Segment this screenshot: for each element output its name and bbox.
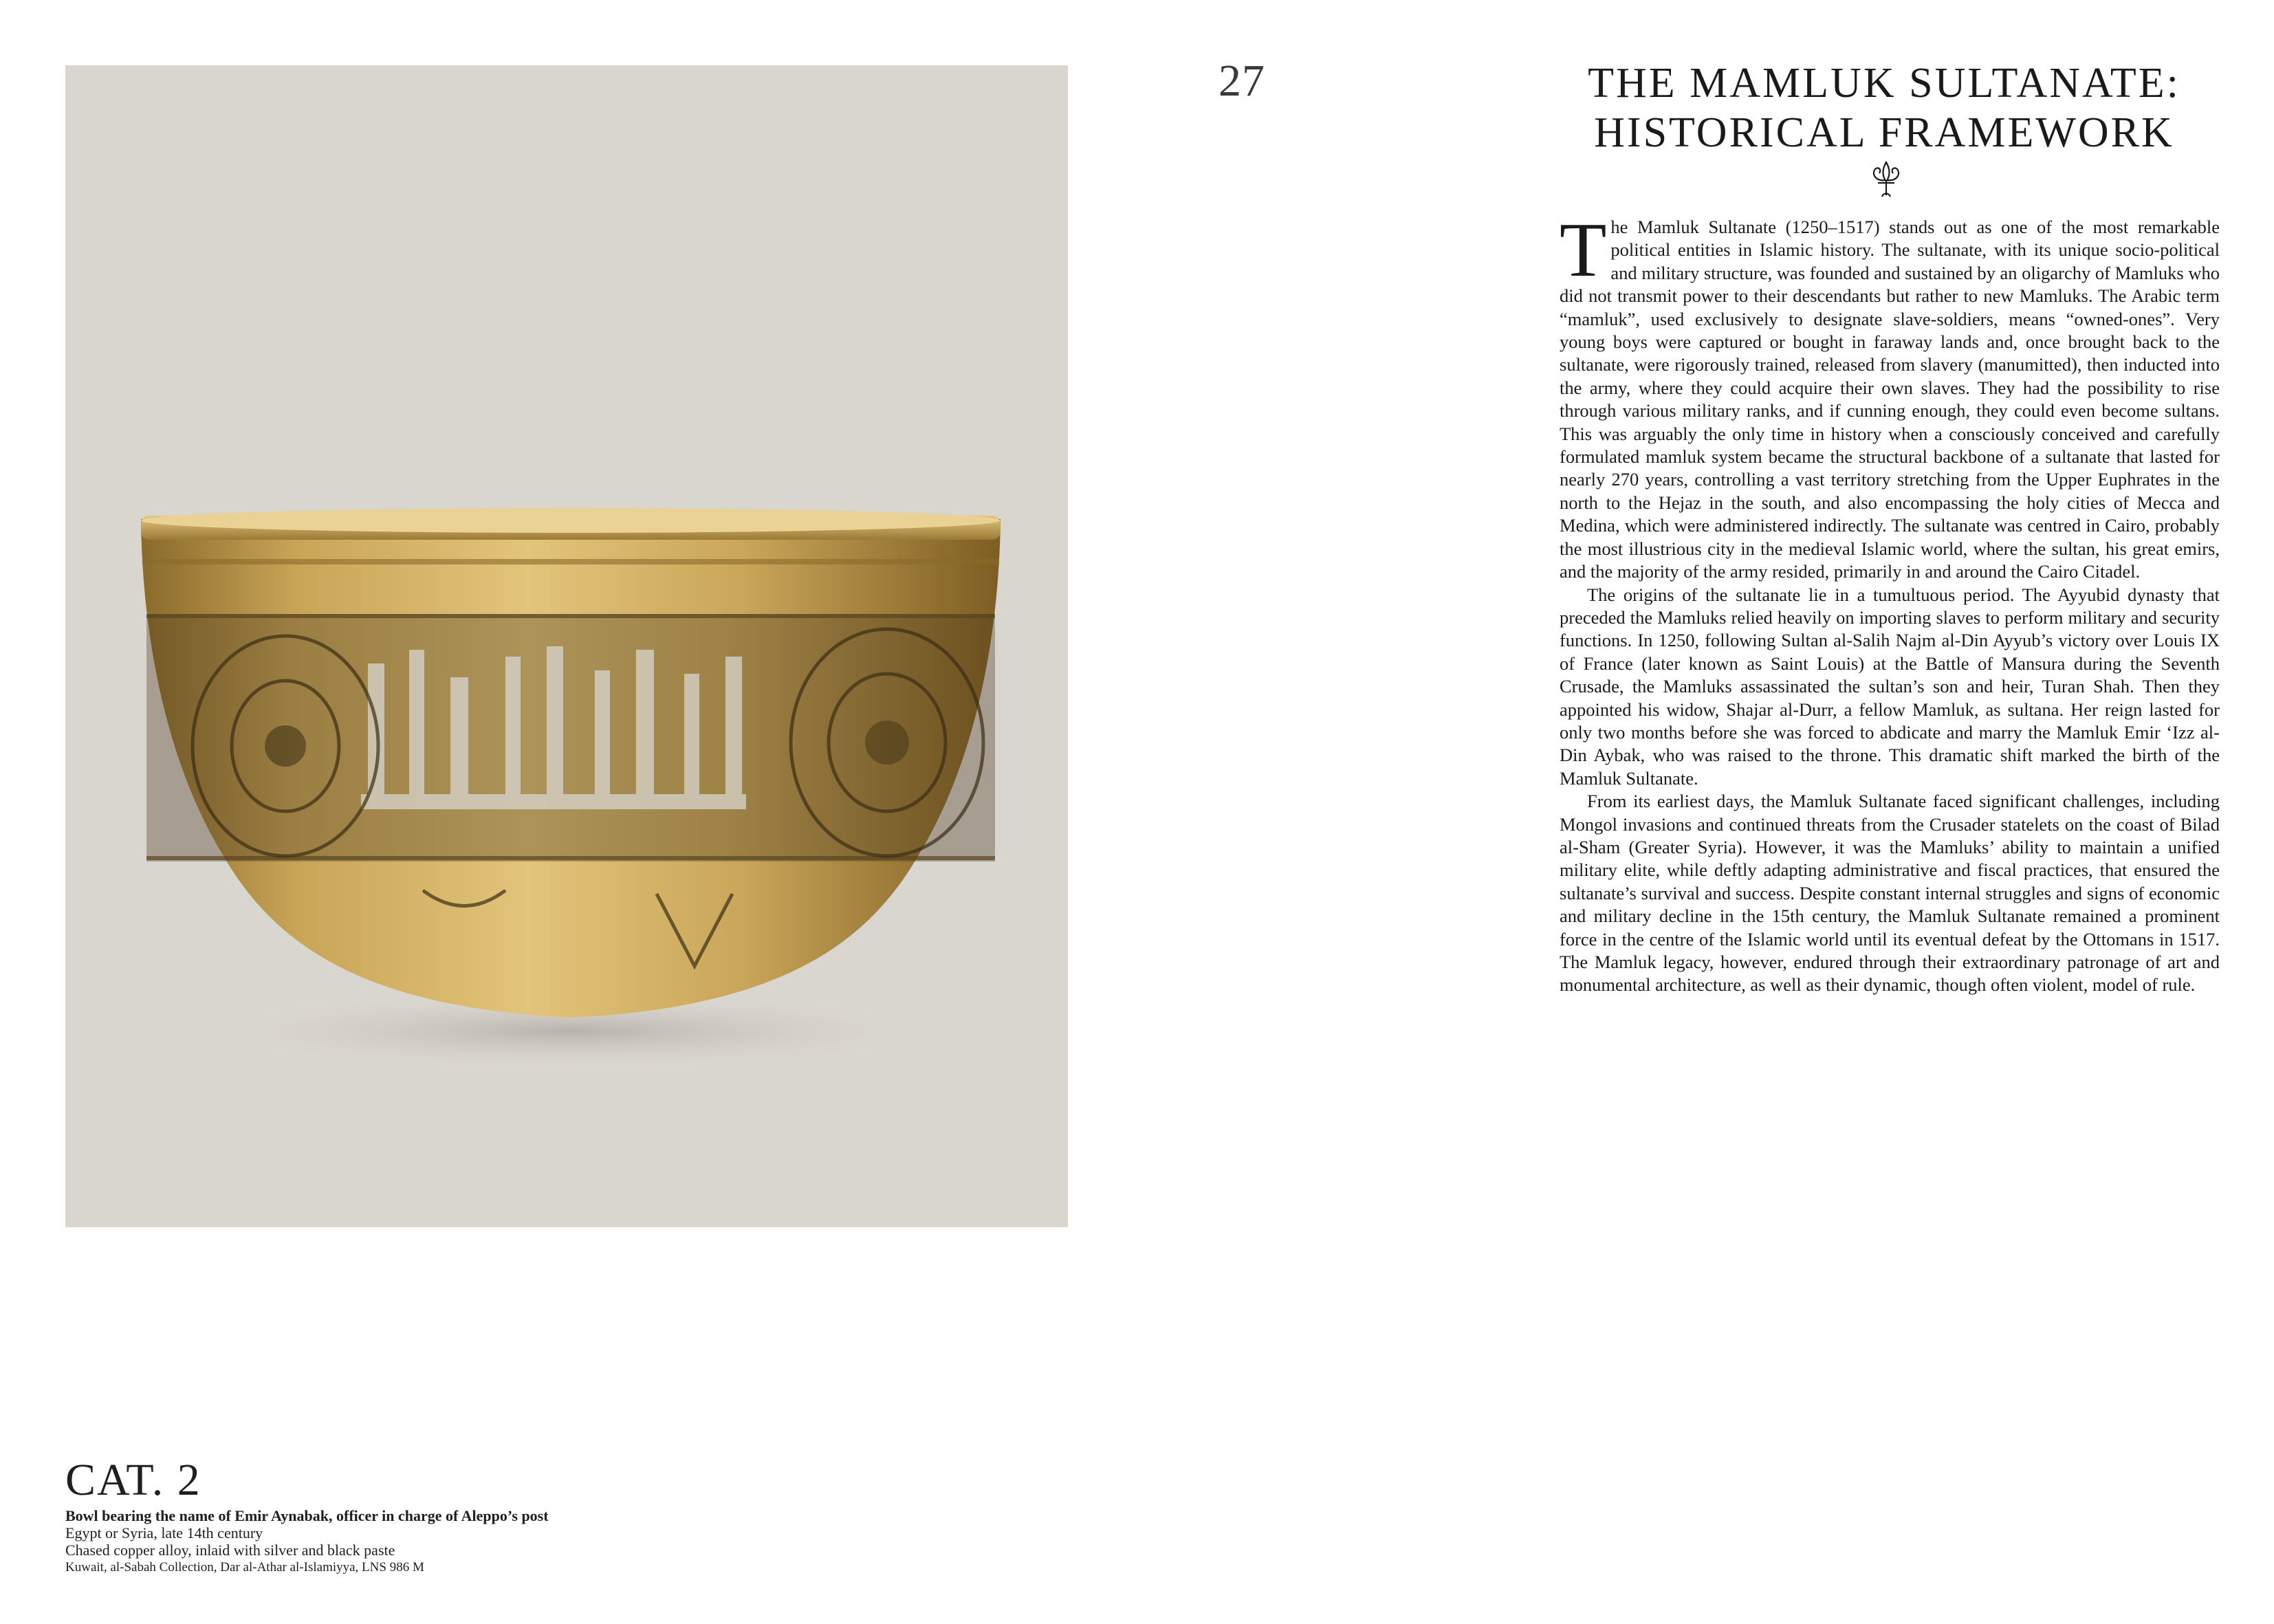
catalogue-caption [65, 1455, 1028, 1576]
article-title-line-1: THE MAMLUK SULTANATE: [1588, 60, 2180, 107]
catalogue-title: Bowl bearing the name of Emir Aynabak, officer in charge of Aleppo’s post [65, 1507, 549, 1524]
catalogue-origin-date: Egypt or Syria, late 14th century [65, 1524, 263, 1541]
article-paragraph-2: The origins of the sultanate lie in a tumultuous period. The Ayyubid dynasty that preceded the Mamluks relied heavily on importing slaves to perform military and security functions. In 1250, following Sultan al-Salih Najm al-Din Ayyub’s victory over Louis IX of France (later known as Saint Louis) at the Battle of Mansura during the Seventh Crusade, the Mamluks assassinated the sultan’s son and heir, Turan Shah. Then they appointed his widow, Shajar al-Durr, a fellow Mamluk, as sultana. Her reign lasted for only two months before she was forced to abdicate and marry the Mamluk Emir ‘Izz al-Din Aybak, who was raised to the throne. This dramatic shift marked the birth of the Mamluk Sultanate. [1560, 584, 2220, 789]
article-paragraph-3: From its earliest days, the Mamluk Sultanate faced significant challenges, including Mongol invasions and continued threats from the Crusader statelets on the coast of Bilad al-Sham (Greater Syria). However, it was the Mamluks’ ability to maintain a unified military elite, while deftly adapting administrative and fiscal practices, that ensured the sultanate’s survival and success. Despite constant internal struggles and signs of economic and military decline in the 15th century, the Mamluk Sultanate remained a prominent force in the centre of the Islamic world until its eventual defeat by the Ottomans in 1517. The Mamluk legacy, however, endured through their extraordinary patronage of art and monumental architecture, as well as their dynamic, though often violent, model of rule. [1560, 791, 2220, 996]
catalogue-label: CAT. 2 [65, 1455, 201, 1505]
page-number-right: 27 [1218, 56, 1265, 106]
fleur-de-lis-icon [1867, 160, 1905, 199]
article-title-line-2: HISTORICAL FRAMEWORK [1594, 109, 2174, 156]
mamluk-bowl-image [65, 65, 1068, 1227]
drop-cap: T [1560, 208, 1607, 293]
paragraph-1-text: he Mamluk Sultanate (1250–1517) stands out as one of the most remarkable political entities in Islamic history. The sultanate, with its unique socio-political and military structure, was founded and sustained by an oligarchy of Mamluks who did not transmit power to their descendants but rather to new Mamluks. The Arabic term “mamluk”, used exclusively to designate slave-soldiers, means “owned-ones”. Very young boys were captured or bought in faraway lands and, once brought back to the sultanate, were rigorously trained, released from slavery (manumitted), then inducted into the army, where they could acquire their own slaves. They had the possibility to rise through various military ranks, and if cunning enough, they could even become sultans. This was arguably the only time in history when a consciously conceived and carefully formulated mamluk system became the structural backbone of a sultanate that lasted for nearly 270 years, controlling a vast territory stretching from the Upper Euphrates in the north to the Hejaz in the south, and also encompassing the holy cities of Mecca and Medina, which were administered indirectly. The sultanate was centred in Cairo, probably the most illustrious city in the medieval Islamic world, where the sultan, his great emirs, and the majority of the army resided, primarily in and around the Cairo Citadel. [1560, 217, 2220, 582]
catalogue-collection: Kuwait, al-Sabah Collection, Dar al-Athar al-Islamiyya, LNS 986 M [65, 1560, 424, 1574]
article-paragraph-1 [1560, 208, 2220, 584]
article-title [1540, 58, 2228, 157]
article-body [1560, 208, 2220, 997]
catalogue-medium: Chased copper alloy, inlaid with silver and black paste [65, 1541, 395, 1559]
artwork-plate [65, 65, 1068, 1227]
